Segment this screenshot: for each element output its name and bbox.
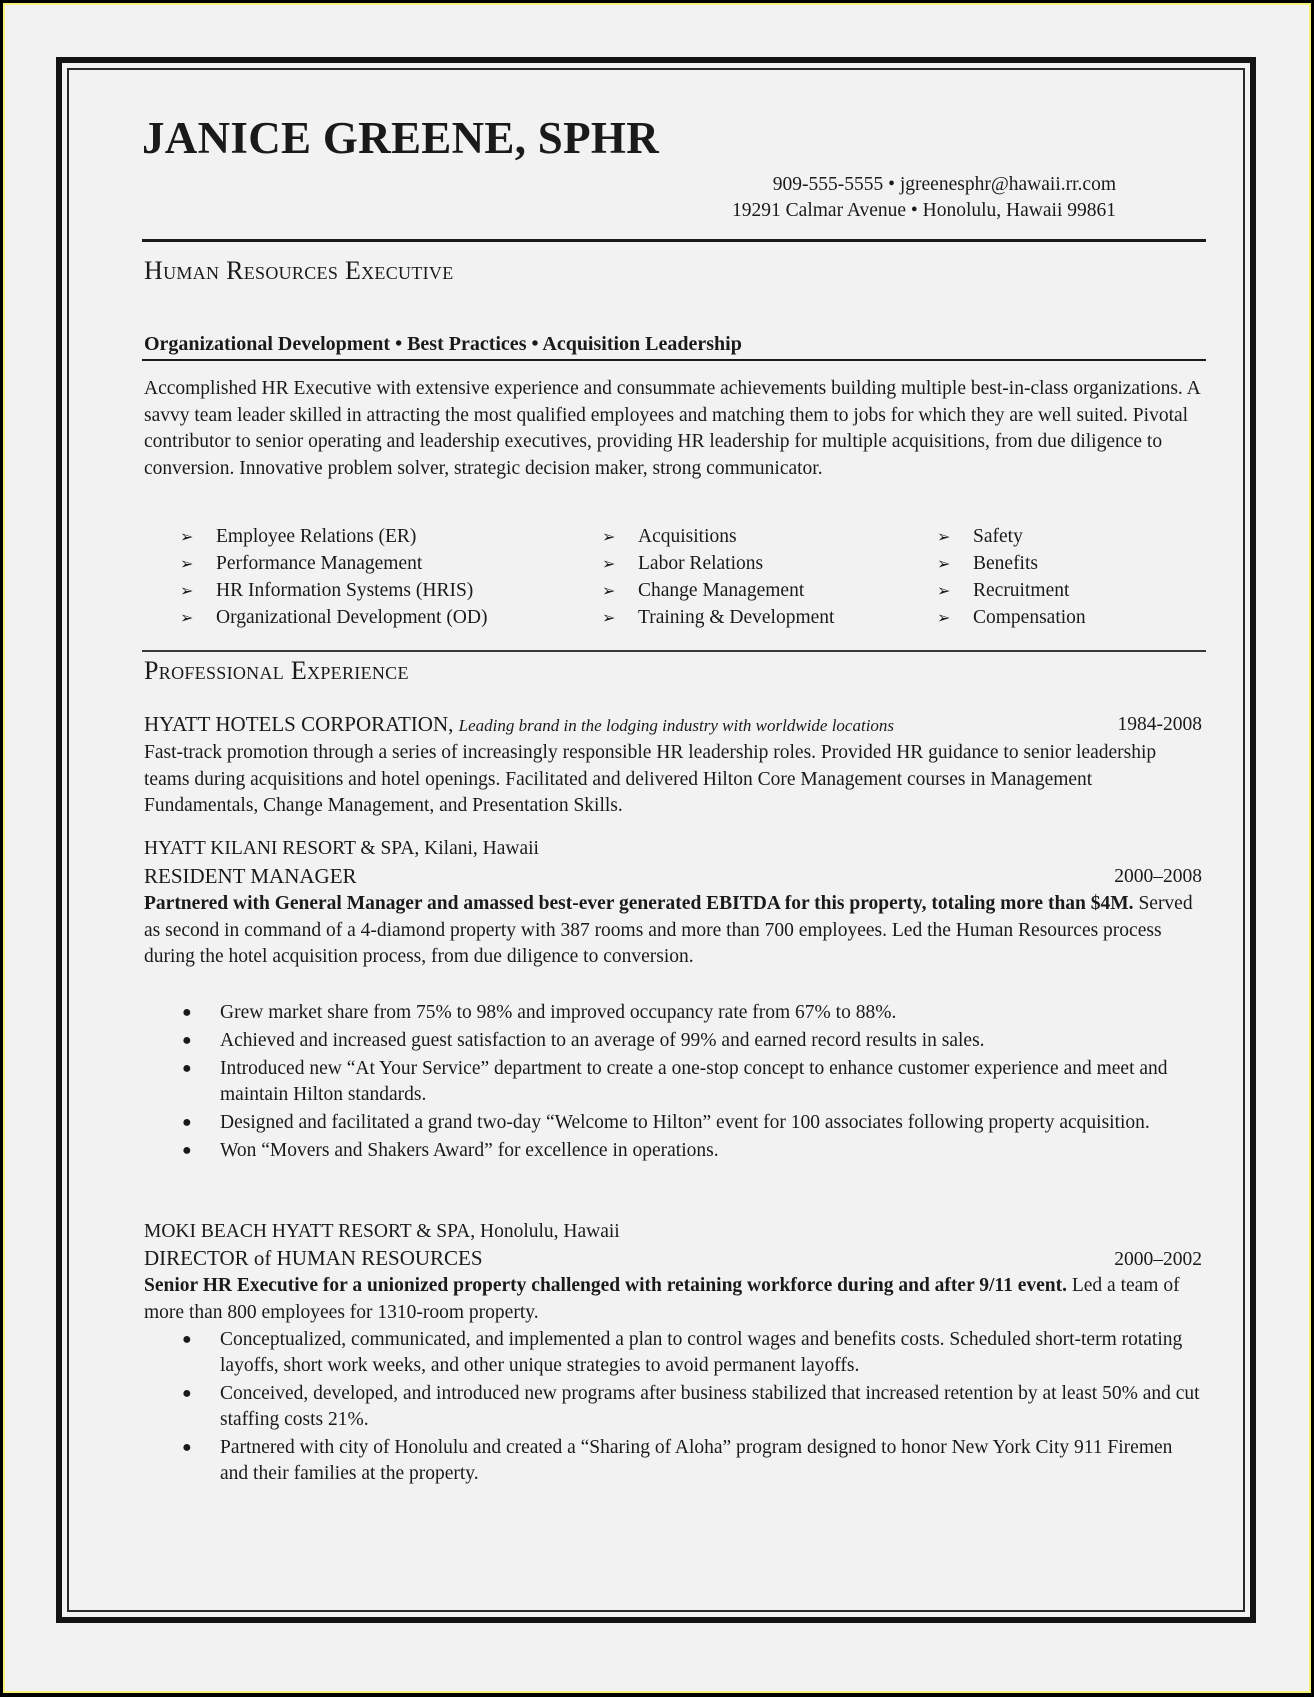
achievement-item bbox=[144, 1110, 1204, 1136]
achievement-item bbox=[144, 1381, 1204, 1433]
achievement-item bbox=[144, 1138, 1204, 1164]
arrowhead-bullet-icon: ➢ bbox=[602, 556, 616, 573]
skill-item bbox=[937, 553, 1038, 575]
role-1-property: HYATT KILANI RESORT & SPA, Kilani, Hawaii bbox=[144, 838, 539, 859]
skill-label: Performance Management bbox=[216, 553, 423, 574]
skill-item bbox=[602, 526, 737, 548]
skill-label: Safety bbox=[973, 526, 1023, 547]
skill-label: Benefits bbox=[973, 553, 1038, 574]
company-line bbox=[144, 712, 894, 737]
company-dates: 1984-2008 bbox=[1117, 714, 1202, 735]
tagline-underline bbox=[142, 359, 1206, 361]
achievement-item bbox=[144, 1000, 1204, 1026]
arrowhead-bullet-icon: ➢ bbox=[937, 583, 951, 600]
arrowhead-bullet-icon: ➢ bbox=[937, 529, 951, 546]
candidate-name: JANICE GREENE, SPHR bbox=[142, 113, 660, 163]
skill-label: Change Management bbox=[638, 580, 805, 601]
role-2-lead-text: Led a team of more than 800 employees for 1310-room property. bbox=[144, 1275, 1180, 1323]
bullet-dot-icon: ● bbox=[182, 1114, 192, 1131]
skill-item bbox=[937, 607, 1086, 629]
role-2-lead-highlight: Senior HR Executive for a unionized property challenged with retaining workforce during and after 9/11 event. bbox=[144, 1275, 1067, 1296]
company-name: HYATT HOTELS CORPORATION, bbox=[144, 712, 454, 736]
achievement-item bbox=[144, 1056, 1204, 1108]
role-1-lead bbox=[144, 891, 1204, 971]
bullet-dot-icon: ● bbox=[182, 1032, 192, 1049]
company-descriptor: Leading brand in the lodging industry with worldwide locations bbox=[458, 716, 895, 735]
contact-phone-email: 909-555-5555 • jgreenesphr@hawaii.rr.com bbox=[772, 174, 1116, 195]
skill-label: Organizational Development (OD) bbox=[216, 607, 488, 628]
skill-item bbox=[180, 607, 487, 629]
skill-label: HR Information Systems (HRIS) bbox=[216, 580, 474, 601]
experience-title: Professional Experience bbox=[144, 656, 409, 685]
achievement-text: Designed and facilitated a grand two-day “Welcome to Hilton” event for 100 associates following property acquisition. bbox=[220, 1112, 1150, 1133]
arrowhead-bullet-icon: ➢ bbox=[602, 529, 616, 546]
achievement-text: Won “Movers and Shakers Award” for excellence in operations. bbox=[220, 1140, 719, 1161]
company-summary: Fast-track promotion through a series of increasingly responsible HR leadership roles. Provided HR guidance to senior leadership teams during acquisitions and hotel openings. Facilitated and delivered Hilton Core Management courses in Management Fundamentals, Change Management, and Presentation Skills. bbox=[144, 742, 1157, 816]
skill-item bbox=[180, 580, 473, 602]
skill-label: Labor Relations bbox=[638, 553, 764, 574]
bullet-dot-icon: ● bbox=[182, 1439, 192, 1456]
achievement-text: Partnered with city of Honolulu and created a “Sharing of Aloha” program designed to honor New York City 911 Firemen and their families at the property. bbox=[220, 1437, 1173, 1484]
skill-label: Training & Development bbox=[638, 607, 835, 628]
bullet-dot-icon: ● bbox=[182, 1385, 192, 1402]
skill-label: Employee Relations (ER) bbox=[216, 526, 417, 547]
summary-paragraph: Accomplished HR Executive with extensive experience and consummate achievements building multiple best-in-class organizations. A savvy team leader skilled in attracting the most qualified employees and matching them to jobs for which they are well suited. Pivotal contributor to senior operating and leadership executives, providing HR leadership for multiple acquisitions, from due diligence to conversion. Innovative problem solver, strategic decision maker, strong communicator. bbox=[144, 378, 1200, 479]
role-2-lead bbox=[144, 1273, 1204, 1326]
achievement-text: Conceived, developed, and introduced new programs after business stabilized that increased retention by at least 50% and cut staffing costs 21%. bbox=[220, 1383, 1200, 1430]
role-2-achievements bbox=[144, 1327, 1204, 1489]
summary-title: Human Resources Executive bbox=[144, 256, 454, 285]
role-2-title: DIRECTOR of HUMAN RESOURCES bbox=[144, 1246, 483, 1270]
skill-item bbox=[937, 580, 1069, 602]
bullet-dot-icon: ● bbox=[182, 1060, 192, 1077]
achievement-item bbox=[144, 1327, 1204, 1379]
skill-item bbox=[180, 526, 416, 548]
arrowhead-bullet-icon: ➢ bbox=[180, 610, 194, 627]
achievement-text: Achieved and increased guest satisfaction to an average of 99% and earned record results in sales. bbox=[220, 1030, 985, 1051]
achievement-item bbox=[144, 1028, 1204, 1054]
role-1-lead-text: Served as second in command of a 4-diamond property with 387 rooms and more than 700 employees. Led the Human Resources process during the hotel acquisition process, from due diligence to conversion. bbox=[144, 893, 1193, 967]
role-2-property: MOKI BEACH HYATT RESORT & SPA, Honolulu, Hawaii bbox=[144, 1221, 620, 1242]
arrowhead-bullet-icon: ➢ bbox=[180, 556, 194, 573]
skill-item bbox=[937, 526, 1023, 548]
achievement-text: Conceptualized, communicated, and implemented a plan to control wages and benefits costs. Scheduled short-term rotating layoffs, short work weeks, and other unique strategies to avoid permanent layoffs. bbox=[220, 1329, 1183, 1376]
header-divider bbox=[142, 239, 1206, 242]
experience-divider bbox=[142, 650, 1206, 652]
skill-label: Acquisitions bbox=[638, 526, 737, 547]
skill-label: Compensation bbox=[973, 607, 1086, 628]
contact-address: 19291 Calmar Avenue • Honolulu, Hawaii 99861 bbox=[732, 200, 1116, 221]
skill-item bbox=[602, 580, 804, 602]
summary-tagline: Organizational Development • Best Practices • Acquisition Leadership bbox=[144, 333, 742, 355]
skill-item bbox=[602, 553, 763, 575]
bullet-dot-icon: ● bbox=[182, 1004, 192, 1021]
arrowhead-bullet-icon: ➢ bbox=[937, 556, 951, 573]
achievement-text: Grew market share from 75% to 98% and improved occupancy rate from 67% to 88%. bbox=[220, 1002, 897, 1023]
arrowhead-bullet-icon: ➢ bbox=[602, 583, 616, 600]
achievement-text: Introduced new “At Your Service” department to create a one-stop concept to enhance customer experience and meet and maintain Hilton standards. bbox=[220, 1058, 1168, 1105]
role-1-title: RESIDENT MANAGER bbox=[144, 864, 357, 888]
bullet-dot-icon: ● bbox=[182, 1142, 192, 1159]
arrowhead-bullet-icon: ➢ bbox=[602, 610, 616, 627]
skill-item bbox=[180, 553, 422, 575]
role-1-dates: 2000–2008 bbox=[1114, 866, 1202, 887]
achievement-item bbox=[144, 1435, 1204, 1487]
role-1-achievements bbox=[144, 1000, 1204, 1166]
skill-label: Recruitment bbox=[973, 580, 1070, 601]
role-2-dates: 2000–2002 bbox=[1114, 1249, 1202, 1270]
bullet-dot-icon: ● bbox=[182, 1331, 192, 1348]
arrowhead-bullet-icon: ➢ bbox=[937, 610, 951, 627]
arrowhead-bullet-icon: ➢ bbox=[180, 583, 194, 600]
role-1-lead-highlight: Partnered with General Manager and amassed best-ever generated EBITDA for this property, totaling more than $4M. bbox=[144, 893, 1134, 914]
skill-item bbox=[602, 607, 834, 629]
arrowhead-bullet-icon: ➢ bbox=[180, 529, 194, 546]
